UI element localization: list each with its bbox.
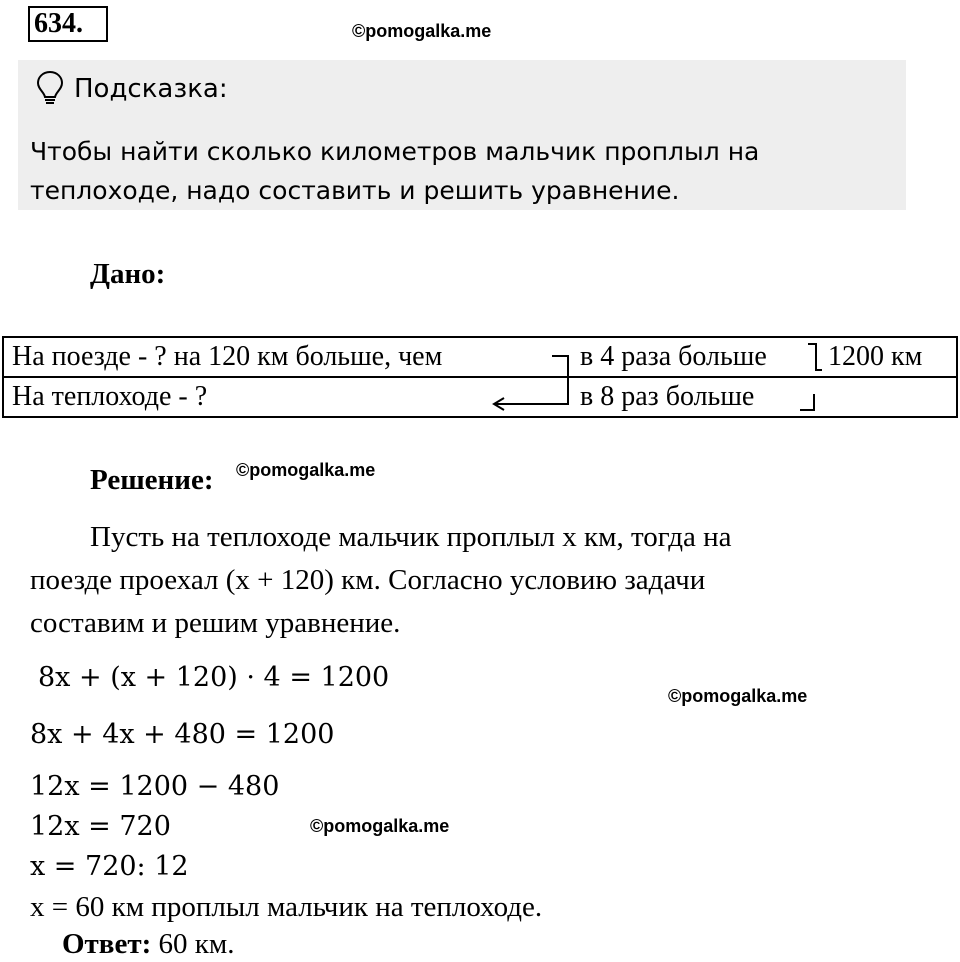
solution-text-line: поезде проехал (x + 120) км. Согласно условию задачи: [30, 564, 706, 596]
hint-body: [30, 132, 890, 210]
equation: 12x = 1200 − 480: [30, 771, 280, 802]
lightbulb-icon: [36, 70, 64, 106]
final-result: x = 60 км проплыл мальчик на теплоходе.: [30, 891, 543, 923]
given-title: Дано:: [90, 258, 166, 290]
watermark: ©pomogalka.me: [236, 460, 376, 480]
train-label: На поезде - ? на 120 км больше, чем: [12, 341, 443, 372]
equation: 8x + (x + 120) · 4 = 1200: [38, 662, 390, 693]
relation-arrows: [0, 330, 960, 420]
problem-number: 634.: [28, 6, 108, 42]
answer-value: 60 км.: [158, 928, 235, 960]
watermark: ©pomogalka.me: [352, 21, 492, 41]
train-ratio: в 4 раза больше: [580, 341, 767, 372]
equation: 8x + 4x + 480 = 1200: [30, 719, 335, 750]
solution-title: Решение:: [90, 464, 214, 496]
solution-text-line: составим и решим уравнение.: [30, 607, 401, 639]
solution-text-line: Пусть на теплоходе мальчик проплыл x км, тогда на: [90, 521, 732, 553]
total-distance: 1200 км: [828, 341, 923, 372]
watermark: ©pomogalka.me: [310, 816, 450, 836]
hint-title: Подсказка:: [74, 74, 228, 104]
ship-label: На теплоходе - ?: [12, 381, 208, 412]
equation: 12x = 720: [30, 811, 171, 842]
hint-box: [18, 60, 906, 210]
watermark: ©pomogalka.me: [668, 686, 808, 706]
hint-line: Чтобы найти сколько километров мальчик проплыл на: [30, 137, 760, 166]
answer: [62, 928, 234, 961]
hint-line: теплоходе, надо составить и решить уравнение.: [30, 176, 680, 205]
equation: x = 720: 12: [30, 851, 189, 882]
ship-ratio: в 8 раз больше: [580, 381, 755, 412]
answer-label: Ответ:: [62, 928, 152, 960]
